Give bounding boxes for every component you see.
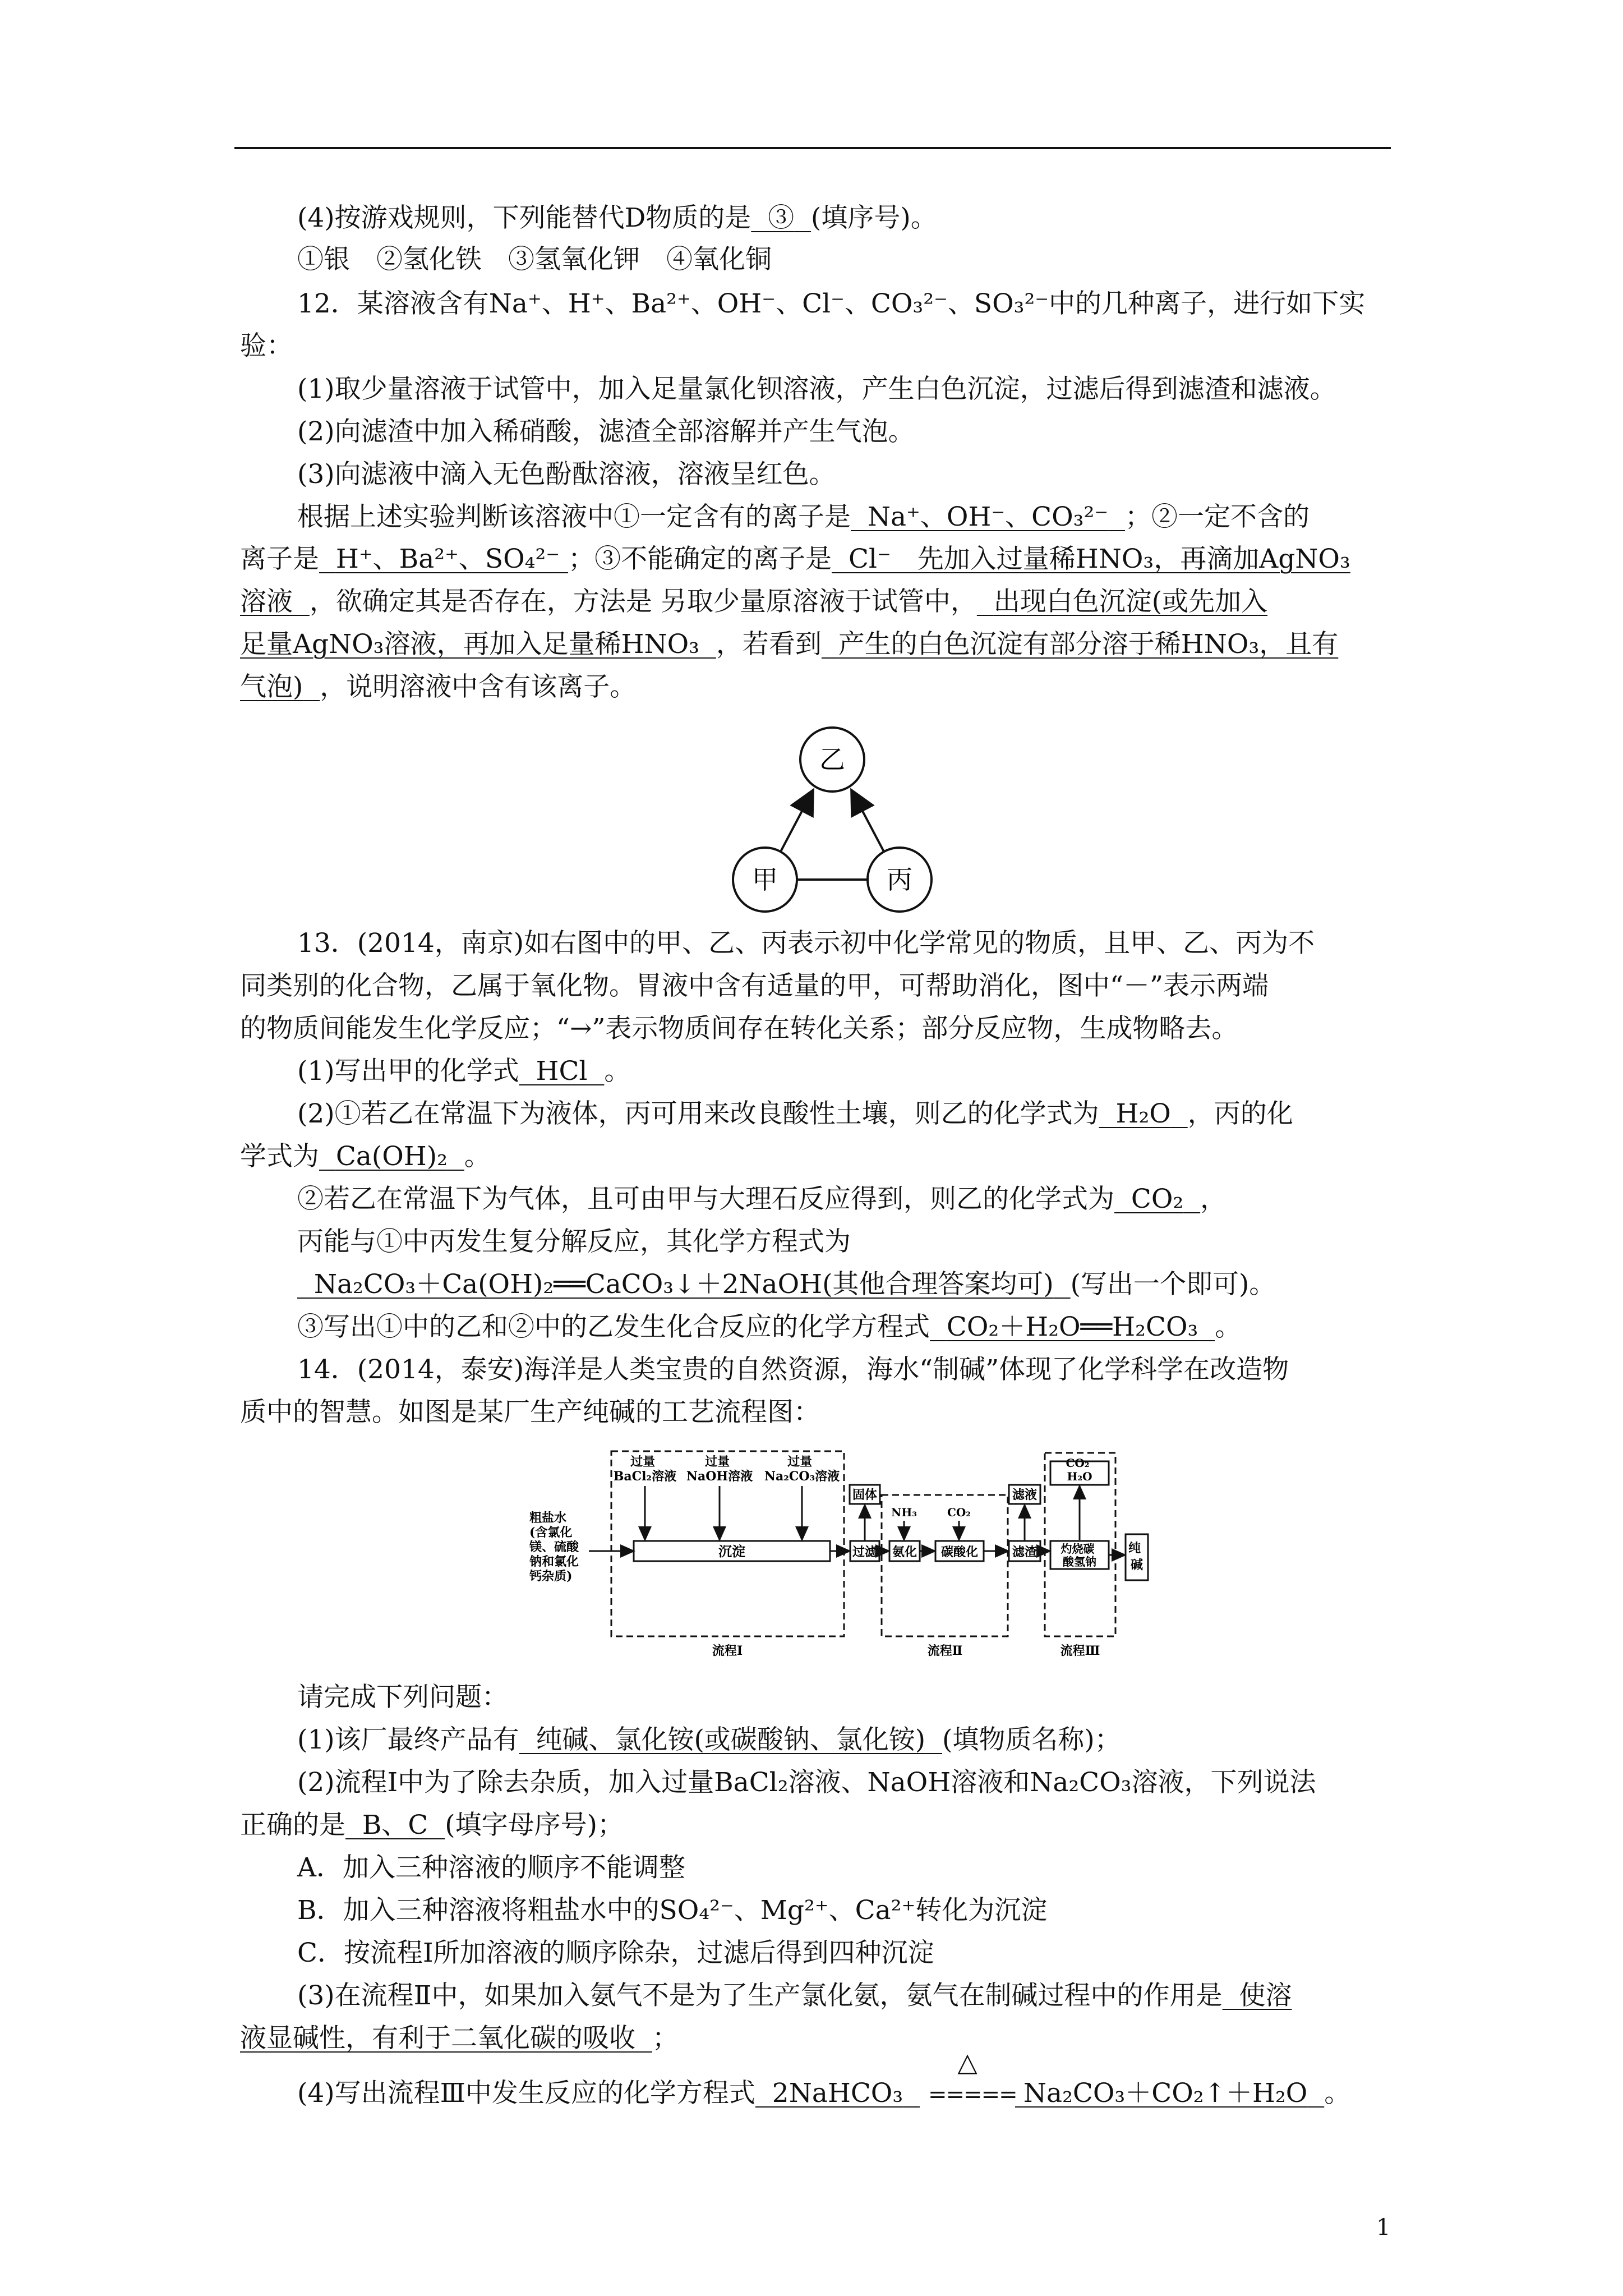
q14-answer-ammonia-role: 使溶 [1239, 1980, 1292, 2011]
q13-stem: 13．(2014，南京)如右图中的甲、乙、丙表示初中化学常见的物质，且甲、乙、丙为不 [297, 928, 1315, 959]
header-rule [234, 147, 1391, 149]
carbonate-label: 碳酸化 [940, 1545, 979, 1559]
q12-line3-text: ，欲确定其是否存在，方法是 另取少量原溶液于试管中， [309, 586, 977, 617]
arrow-bing-to-yi [851, 790, 884, 852]
q13-answer-yi-gas: CO₂ [1131, 1184, 1184, 1214]
q14-part2-cont-text: 正确的是 [240, 1810, 345, 1841]
q14-part4-tail: 。 [1324, 2078, 1351, 2109]
q13-part2b [297, 1181, 1227, 1217]
q14-option-a: A．加入三种溶液的顺序不能调整 [297, 1852, 685, 1883]
q12-answer-result-cont: 气泡) [240, 671, 303, 702]
q13-equation-tail: (写出一个即可)。 [1070, 1269, 1276, 1300]
q14-part4 [297, 2047, 1351, 2113]
q13-equation-line [297, 1267, 1275, 1303]
q12-stem-cont: 验： [240, 330, 293, 361]
q12-answer-cont: 溶液 [240, 586, 293, 617]
q12-line2-mid: ；③不能确定的离子是 [568, 544, 832, 574]
q12-answer-absent-ions: H⁺、Ba²⁺、SO₄²⁻ [335, 544, 560, 574]
residue-label: 滤渣 [1012, 1545, 1038, 1559]
q12-answer-present-ions: Na⁺、OH⁻、CO₃²⁻ [867, 501, 1109, 532]
q14-answer-products: 纯碱、氯化铵(或碳酸钠、氯化铵) [536, 1724, 926, 1755]
q13-part3 [297, 1309, 1241, 1345]
q12-line5 [240, 669, 636, 705]
q11-part4-suffix: (填序号)。 [811, 203, 937, 233]
q14-part2-cont-tail: (填字母序号)； [445, 1810, 624, 1841]
reaction-condition [928, 2047, 1017, 2113]
triangle-diagram [712, 718, 948, 914]
q13-part2-text: (2)①若乙在常温下为液体，丙可用来改良酸性土壤，则乙的化学式为 [297, 1098, 1099, 1129]
nh3-label: NH₃ [891, 1506, 917, 1519]
q14-answer-choices: B、C [362, 1810, 428, 1841]
arrow-jia-to-yi [781, 790, 813, 852]
q13-part2 [297, 1096, 1293, 1132]
section3-outputs: CO₂ H₂O [1066, 1456, 1092, 1483]
q13-answer-combination: CO₂＋H₂O══H₂CO₃ [946, 1312, 1198, 1342]
q11-part4 [297, 200, 937, 236]
raw-material-text: 粗盐水 (含氯化 镁、硫酸 钠和氯化 钙杂质) [529, 1511, 579, 1584]
q14-part2-cont [240, 1807, 624, 1843]
q13-part1-text: (1)写出甲的化学式 [297, 1056, 519, 1087]
q12-answer-uncertain-ion: Cl⁻ 先加入过量稀HNO₃，再滴加AgNO₃ [848, 544, 1350, 574]
q12-step2: (2)向滤渣中加入稀硝酸，滤渣全部溶解并产生气泡。 [297, 416, 915, 447]
q13-part1-tail: 。 [604, 1056, 631, 1087]
q13-stem-2: 同类别的化合物，乙属于氧化物。胃液中含有适量的甲，可帮助消化，图中“－”表示两端 [240, 970, 1269, 1001]
q11-part4-answer: ③ [768, 203, 795, 233]
q12-answer-observation-cont: 足量AgNO₃溶液，再加入足量稀HNO₃ [240, 629, 700, 660]
q14-option-b: B．加入三种溶液将粗盐水中的SO₄²⁻、Mg²⁺、Ca²⁺转化为沉淀 [297, 1895, 1048, 1926]
product-label: 纯 碱 [1128, 1541, 1144, 1572]
q12-stem: 12．某溶液含有Na⁺、H⁺、Ba²⁺、OH⁻、Cl⁻、CO₃²⁻、SO₃²⁻中的几种离子，进行如下实 [297, 288, 1366, 319]
q13-stem-3: 的物质间能发生化学反应；“→”表示物质间存在转化关系；部分反应物，生成物略去。 [240, 1013, 1238, 1044]
node-jia-label: 甲 [752, 864, 778, 895]
heat-symbol: △ [957, 2047, 978, 2077]
co2-label: CO₂ [947, 1506, 971, 1519]
q12-line1-text: 根据上述实验判断该溶液中①一定含有的离子是 [297, 501, 851, 532]
q13-part2b-cont: 丙能与①中丙发生复分解反应，其化学方程式为 [297, 1226, 851, 1257]
q12-step3: (3)向滤液中滴入无色酚酞溶液，溶液呈红色。 [297, 459, 836, 490]
q13-answer-jia: HCl [536, 1056, 588, 1087]
q14-prompt: 请完成下列问题： [297, 1682, 508, 1713]
process-flowchart [527, 1444, 1155, 1674]
reagent-bacl2: 过量 BaCl₂溶液 [613, 1455, 677, 1484]
filter-label: 过滤 [852, 1545, 878, 1559]
node-bing-label: 丙 [887, 864, 912, 895]
q13-answer-yi-liquid: H₂O [1115, 1098, 1171, 1129]
q13-answer-bing: Ca(OH)₂ [335, 1141, 448, 1172]
q13-part2-cont [240, 1139, 491, 1175]
q13-part2-cont-text: 学式为 [240, 1141, 319, 1172]
q12-line3 [240, 584, 1267, 620]
q14-part2: (2)流程Ⅰ中为了除去杂质，加入过量BaCl₂溶液、NaOH溶液和Na₂CO₃溶液，下列说法 [297, 1767, 1316, 1798]
q14-part3-cont-tail: ； [652, 2023, 679, 2054]
q13-part2-tail: ，丙的化 [1187, 1098, 1293, 1129]
q14-part1 [297, 1722, 1121, 1758]
q12-step1: (1)取少量溶液于试管中，加入足量氯化钡溶液，产生白色沉淀，过滤后得到滤渣和滤液。 [297, 374, 1336, 404]
q13-part2-cont-tail: 。 [464, 1141, 491, 1172]
q14-answer-products-eq: Na₂CO₃＋CO₂↑＋H₂O [1023, 2078, 1308, 2109]
q12-line5-text: ，说明溶液中含有该离子。 [320, 671, 637, 702]
q14-stem-2: 质中的智慧。如图是某厂生产纯碱的工艺流程图： [240, 1397, 820, 1428]
q12-line1 [297, 499, 1310, 535]
reagent-naoh: 过量 NaOH溶液 [686, 1455, 753, 1484]
q13-part2b-tail: ， [1200, 1184, 1227, 1214]
q14-part3-text: (3)在流程Ⅱ中，如果加入氨气不是为了生产氯化氨，氨气在制碱过程中的作用是 [297, 1980, 1223, 2011]
q14-stem: 14．(2014，泰安)海洋是人类宝贵的自然资源，海水“制碱”体现了化学科学在改造物 [297, 1354, 1289, 1385]
equation-sign: ===== [928, 2082, 1017, 2108]
q14-answer-reactant: 2NaHCO₃ [772, 2078, 903, 2109]
q13-part3-text: ③写出①中的乙和②中的乙发生化合反应的化学方程式 [297, 1312, 930, 1342]
precipitation-label: 沉淀 [718, 1543, 745, 1559]
q12-answer-observation: 出现白色沉淀(或先加入 [993, 586, 1268, 617]
q14-part1-text: (1)该厂最终产品有 [297, 1724, 519, 1755]
solid-label: 固体 [852, 1488, 878, 1502]
q14-part4-text: (4)写出流程Ⅲ中发生反应的化学方程式 [297, 2078, 755, 2109]
q12-line4 [240, 627, 1338, 662]
q11-options: ①银 ②氢化铁 ③氢氧化钾 ④氧化铜 [297, 244, 772, 275]
node-yi-label: 乙 [819, 744, 845, 775]
page-number: 1 [1376, 2215, 1391, 2240]
section3-label: 流程Ⅲ [1060, 1644, 1100, 1658]
q14-part3-cont [240, 2021, 679, 2056]
reagent-na2co3: 过量 Na₂CO₃溶液 [764, 1455, 840, 1484]
q14-answer-ammonia-role-cont: 液显碱性，有利于二氧化碳的吸收 [240, 2023, 635, 2054]
q12-line2 [240, 541, 1350, 577]
q13-answer-equation: Na₂CO₃＋Ca(OH)₂══CaCO₃↓＋2NaOH(其他合理答案均可) [313, 1269, 1054, 1300]
q12-answer-result: 产生的白色沉淀有部分溶于稀HNO₃，且有 [838, 629, 1339, 660]
heat-label: 灼烧碳 酸氢钠 [1061, 1542, 1096, 1568]
ammoniate-label: 氨化 [892, 1545, 917, 1559]
q12-line1-tail: ；②一定不含的 [1125, 501, 1310, 532]
q12-line2-text: 离子是 [240, 544, 319, 574]
q14-part1-tail: (填物质名称)； [942, 1724, 1121, 1755]
q14-part3 [297, 1978, 1292, 2014]
q13-part3-tail: 。 [1215, 1312, 1242, 1342]
section2-label: 流程Ⅱ [927, 1644, 963, 1658]
q12-line4-text: ，若看到 [716, 629, 822, 660]
q11-part4-prefix: (4)按游戏规则，下列能替代D物质的是 [297, 203, 751, 233]
q13-part2b-text: ②若乙在常温下为气体，且可由甲与大理石反应得到，则乙的化学式为 [297, 1184, 1114, 1214]
q13-part1 [297, 1053, 630, 1089]
q14-option-c: C．按流程Ⅰ所加溶液的顺序除杂，过滤后得到四种沉淀 [297, 1938, 934, 1968]
filtrate-label: 滤液 [1012, 1488, 1038, 1502]
section1-label: 流程Ⅰ [712, 1644, 743, 1658]
